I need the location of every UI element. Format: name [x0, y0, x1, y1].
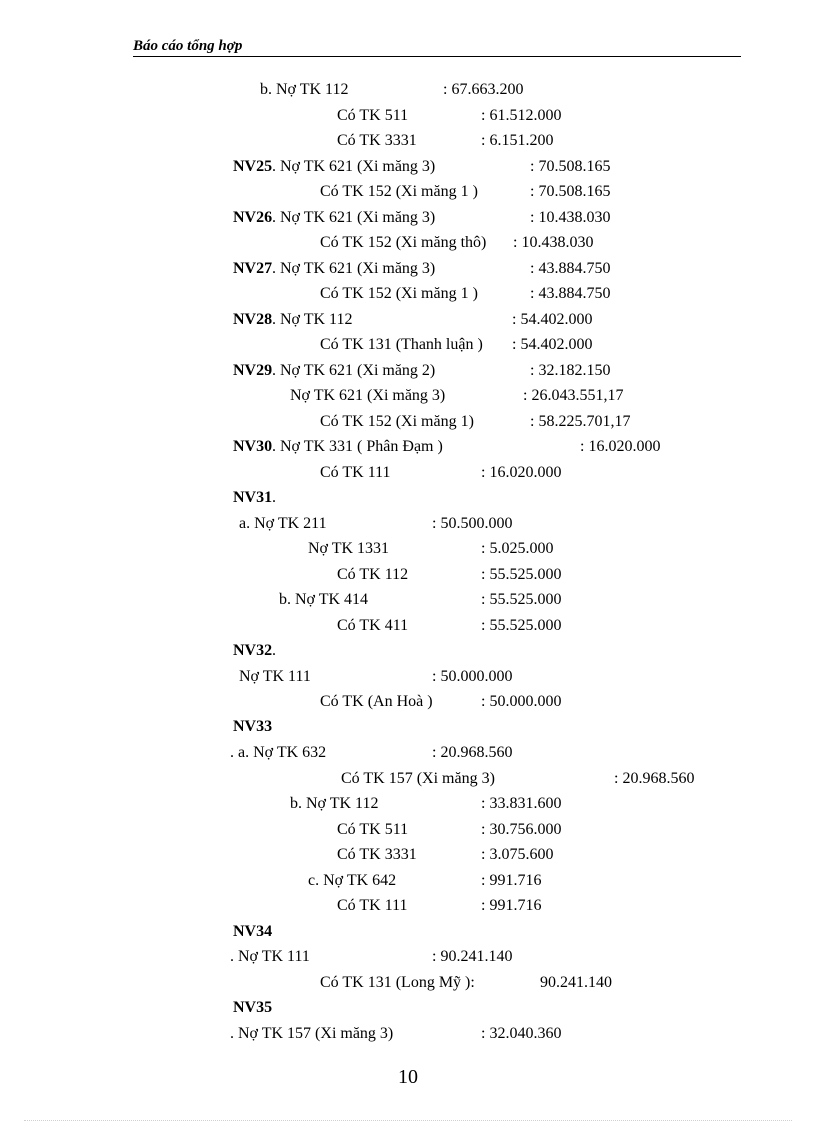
entry-amount: : 50.500.000: [432, 515, 513, 532]
entry-account: Có TK 111: [337, 897, 408, 914]
page-number: 10: [398, 1066, 418, 1088]
entry-account: Có TK 3331: [337, 846, 417, 863]
entry-amount: : 5.025.000: [481, 540, 554, 557]
entry-amount: : 991.716: [481, 897, 542, 914]
entry-amount: : 70.508.165: [530, 158, 611, 175]
entry-code: NV30: [233, 438, 273, 455]
entry-amount: : 33.831.600: [481, 795, 562, 812]
entry-code: NV34: [233, 923, 273, 940]
entry-account: Có TK 152 (Xi măng 1): [320, 413, 474, 430]
entry-code: NV33: [233, 718, 273, 735]
entry-code: NV29: [233, 362, 273, 379]
entry-amount: : 54.402.000: [512, 311, 593, 328]
bottom-divider: [24, 1120, 792, 1121]
entry-amount: : 20.968.560: [432, 744, 513, 761]
entry-account: Có TK (An Hoà ): [320, 693, 433, 710]
entry-amount: : 30.756.000: [481, 821, 562, 838]
entry-amount: : 90.241.140: [432, 948, 513, 965]
entry-amount: : 70.508.165: [530, 183, 611, 200]
header-title: Báo cáo tổng hợp: [133, 38, 243, 54]
entry-code: NV25: [233, 158, 273, 175]
entry-account: . Nợ TK 112: [272, 311, 353, 328]
entry-account: Nợ TK 621 (Xi măng 3): [290, 387, 446, 404]
entry-account: a. Nợ TK 211: [239, 515, 327, 532]
entry-account: . Nợ TK 621 (Xi măng 3): [272, 209, 436, 226]
entry-amount: : 26.043.551,17: [523, 387, 624, 404]
entry-account: Nợ TK 1331: [308, 540, 390, 557]
entry-account: b. Nợ TK 414: [279, 591, 369, 608]
entry-amount: : 32.040.360: [481, 1025, 562, 1042]
entry-amount: : 58.225.701,17: [530, 413, 631, 430]
entry-amount: : 20.968.560: [614, 770, 695, 787]
entry-account: . Nợ TK 621 (Xi măng 2): [272, 362, 436, 379]
entry-account: Có TK 111: [320, 464, 391, 481]
entry-amount: : 67.663.200: [443, 81, 524, 98]
entry-account: Có TK 152 (Xi măng 1 ): [320, 183, 478, 200]
entry-account: Có TK 411: [337, 617, 409, 634]
entry-account: Có TK 152 (Xi măng thô): [320, 234, 487, 251]
entry-amount: : 10.438.030: [530, 209, 611, 226]
entry-account: Có TK 511: [337, 107, 409, 124]
entry-amount: : 3.075.600: [481, 846, 554, 863]
entry-account: b. Nợ TK 112: [260, 81, 349, 98]
entry-amount: : 61.512.000: [481, 107, 562, 124]
entry-amount: : 43.884.750: [530, 285, 611, 302]
entry-amount: : 50.000.000: [432, 668, 513, 685]
entry-account: Có TK 131 (Long Mỹ ):: [320, 974, 475, 991]
entry-amount: : 54.402.000: [512, 336, 593, 353]
entry-account: Có TK 152 (Xi măng 1 ): [320, 285, 478, 302]
entry-account: Có TK 131 (Thanh luận ): [320, 336, 483, 353]
page-header: [133, 36, 741, 57]
entry-code: NV27: [233, 260, 273, 277]
entry-amount: : 6.151.200: [481, 132, 554, 149]
entry-code: NV26: [233, 209, 273, 226]
entry-account: b. Nợ TK 112: [290, 795, 379, 812]
entry-amount: 90.241.140: [540, 974, 612, 991]
entry-amount: : 55.525.000: [481, 617, 562, 634]
entry-account: . Nợ TK 621 (Xi măng 3): [272, 260, 436, 277]
entry-account: . Nợ TK 157 (Xi măng 3): [230, 1025, 394, 1042]
entry-amount: : 16.020.000: [481, 464, 562, 481]
entry-account: Có TK 3331: [337, 132, 417, 149]
entry-account: .: [272, 489, 276, 506]
entry-account: c. Nợ TK 642: [308, 872, 397, 889]
entry-amount: : 32.182.150: [530, 362, 611, 379]
entry-account: Có TK 511: [337, 821, 409, 838]
entry-code: NV28: [233, 311, 273, 328]
entry-code: NV31: [233, 489, 273, 506]
entry-account: . Nợ TK 111: [230, 948, 310, 965]
entry-amount: : 10.438.030: [513, 234, 594, 251]
entry-account: . a. Nợ TK 632: [230, 744, 327, 761]
entry-account: .: [272, 642, 276, 659]
entry-amount: : 55.525.000: [481, 566, 562, 583]
entry-amount: : 991.716: [481, 872, 542, 889]
entry-amount: : 16.020.000: [580, 438, 661, 455]
entry-account: . Nợ TK 331 ( Phân Đạm ): [272, 438, 443, 455]
entry-amount: : 43.884.750: [530, 260, 611, 277]
entry-account: Nợ TK 111: [239, 668, 311, 685]
entry-amount: : 55.525.000: [481, 591, 562, 608]
entry-account: Có TK 157 (Xi măng 3): [341, 770, 495, 787]
entry-code: NV32: [233, 642, 273, 659]
entry-amount: : 50.000.000: [481, 693, 562, 710]
entry-code: NV35: [233, 999, 273, 1016]
entry-account: Có TK 112: [337, 566, 409, 583]
entry-account: . Nợ TK 621 (Xi măng 3): [272, 158, 436, 175]
